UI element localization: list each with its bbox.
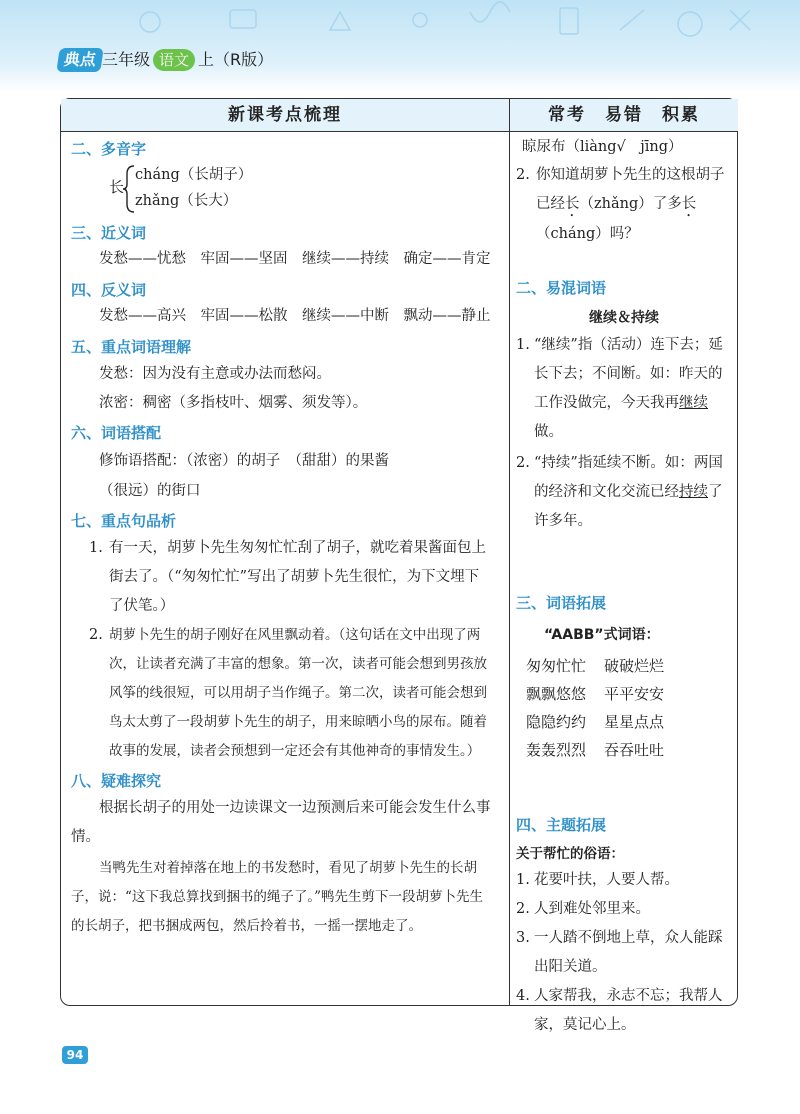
- proverb-item: [516, 982, 732, 1040]
- aabb-word: 星星点点: [604, 713, 665, 731]
- sentence-item-1: [71, 534, 499, 621]
- vocab-line-2: 浓密：稠密（多指枝叶、烟雾、须发等）。: [99, 395, 368, 411]
- text-part: 做。: [534, 424, 563, 440]
- aabb-word: 飘飘悠悠: [526, 685, 587, 703]
- dotted-char: 长: [681, 196, 697, 212]
- proverb-item: [516, 924, 732, 982]
- grade-label: 三年级: [102, 50, 151, 69]
- synonyms-line: 发愁——忧愁 牢固——坚固 继续——持续 确定——肯定: [99, 251, 491, 267]
- aabb-word: 匆匆忙忙: [526, 657, 587, 675]
- item-number: 4.: [516, 988, 530, 1004]
- section-explore-title: 八、疑难探究: [71, 772, 162, 790]
- left-column-title: 新课考点梳理: [61, 99, 509, 132]
- section-confusing-title: 二、易混词语: [516, 279, 607, 297]
- item-number: 2.: [516, 455, 530, 471]
- polyphone-char: 长: [109, 178, 125, 196]
- section-synonyms-title: 三、近义词: [71, 224, 147, 242]
- item-number: 1.: [516, 872, 530, 888]
- aabb-word: 隐隐约约: [526, 713, 587, 731]
- confusing-item-1: [516, 331, 732, 447]
- aabb-word-grid: [516, 652, 732, 764]
- section-antonyms-title: 四、反义词: [71, 281, 147, 299]
- brand-logo: 典点: [56, 48, 103, 72]
- text-part: （zhǎng）了多: [579, 196, 682, 212]
- sentence-item-2: [71, 621, 499, 766]
- content-frame: [60, 98, 738, 1033]
- item-number: 2.: [516, 901, 530, 917]
- confusing-subtitle: 继续＆持续: [589, 310, 659, 326]
- dotted-char: 长: [565, 196, 580, 212]
- right-column: [509, 99, 738, 1033]
- aabb-word: 轰轰烈烈: [526, 741, 587, 759]
- volume-label: 上（R版）: [198, 50, 274, 69]
- aabb-word: 平平安安: [604, 685, 665, 703]
- polyphone-block: [71, 162, 499, 216]
- proverb-text: 人家帮我，永志不忘；我帮人家，莫记心上。: [534, 988, 723, 1033]
- text-part: 你知道胡萝卜先生的这根胡子已经: [536, 167, 725, 212]
- item-number: 1.: [516, 337, 530, 353]
- text-part: 了许多年。: [534, 484, 723, 529]
- item-number: 3.: [516, 930, 530, 946]
- polyphone-reading-2: zhǎng（长大）: [135, 193, 238, 209]
- subject-badge: 语文: [153, 49, 195, 71]
- aabb-word: 破破烂烂: [604, 657, 665, 675]
- proverbs-subtitle: 关于帮忙的俗语：: [516, 846, 624, 862]
- underlined-word: 继续: [679, 395, 708, 411]
- item-number: 1.: [89, 540, 103, 556]
- explore-answer: 当鸭先生对着掉落在地上的书发愁时，看见了胡萝卜先生的长胡子，说：“这下我总算找到捆书的绳子了。”鸭先生剪下一段胡萝卜先生的长胡子，把书捆成两包，然后拎着书，一摇一摆地走了。: [71, 860, 484, 934]
- collocation-line-1: 修饰语搭配：（浓密）的胡子 （甜甜）的果酱: [99, 453, 389, 469]
- explore-question: 根据长胡子的用处一边读课文一边预测后来可能会发生什么事情。: [71, 800, 491, 845]
- right-column-title: 常考 易错 积累: [510, 99, 738, 132]
- sentence-text-1: 有一天，胡萝卜先生匆匆忙忙刮了胡子，就吃着果酱面包上街去了。（“匆匆忙忙”写出了胡萝卜先生很忙，为下文埋下了伏笔。）: [109, 540, 486, 614]
- underlined-word: 持续: [679, 484, 708, 500]
- aabb-subtitle: “AABB”式词语：: [544, 627, 660, 643]
- section-collocation-title: 六、词语搭配: [71, 424, 162, 442]
- confusing-item-1-text: [534, 331, 732, 447]
- confusing-item-2-text: [534, 449, 732, 536]
- section-word-expand-title: 三、词语拓展: [516, 594, 607, 612]
- vocab-line-1: 发愁：因为没有主意或办法而愁闷。: [99, 366, 331, 382]
- section-theme-title: 四、主题拓展: [516, 816, 607, 834]
- section-polyphone-title: 二、多音字: [71, 140, 147, 158]
- book-info: [102, 48, 273, 72]
- left-column: [61, 99, 509, 1005]
- confusing-item-2: [516, 449, 732, 536]
- sentence-text-2: 胡萝卜先生的胡子刚好在风里飘动着。（这句话在文中出现了两次，让读者充满了丰富的想象。第一次，读者可能会想到男孩放风筝的线很短，可以用胡子当作绳子。第二次，读者可能会想到鸟太太剪了一段胡萝卜先生的胡子，用来晾晒小鸟的尿布。随着故事的发展，读者会预想到一定还会有其他神奇的事情发生。）: [109, 627, 487, 759]
- antonyms-line: 发愁——高兴 牢固——松散 继续——中断 飘动——静止: [99, 308, 491, 324]
- text-part: “持续”指延续不断。如：两国的经济和文化交流已经: [534, 455, 723, 500]
- aabb-word: 吞吞吐吐: [604, 741, 665, 759]
- text-part: （cháng）吗？: [536, 226, 639, 242]
- pinyin-continued: 晾尿布（liàng√ jīng）: [522, 139, 683, 155]
- proverb-text: 一人踏不倒地上草，众人能踩出阳关道。: [534, 930, 723, 975]
- pinyin-item-2: [516, 161, 732, 249]
- section-vocab-title: 五、重点词语理解: [71, 338, 192, 356]
- header-banner: [0, 0, 800, 92]
- brace-icon: [123, 164, 135, 214]
- decorative-doodles: [0, 0, 800, 92]
- item-number: 2.: [516, 167, 530, 183]
- proverb-item: [516, 866, 732, 895]
- collocation-line-2: （很远）的街口: [99, 483, 201, 499]
- proverb-text: 人到难处邻里来。: [534, 901, 650, 917]
- polyphone-reading-1: cháng（长胡子）: [135, 167, 253, 183]
- proverb-item: [516, 895, 732, 924]
- page-number: 94: [62, 1046, 88, 1064]
- section-sentences-title: 七、重点句品析: [71, 512, 177, 530]
- text-part: “继续”指（活动）连下去；延长下去；不间断。如：昨天的工作没做完，今天我再: [534, 337, 723, 411]
- proverb-text: 花要叶扶，人要人帮。: [534, 872, 679, 888]
- item-number: 2.: [89, 627, 103, 643]
- pinyin-item-2-text: [536, 161, 732, 249]
